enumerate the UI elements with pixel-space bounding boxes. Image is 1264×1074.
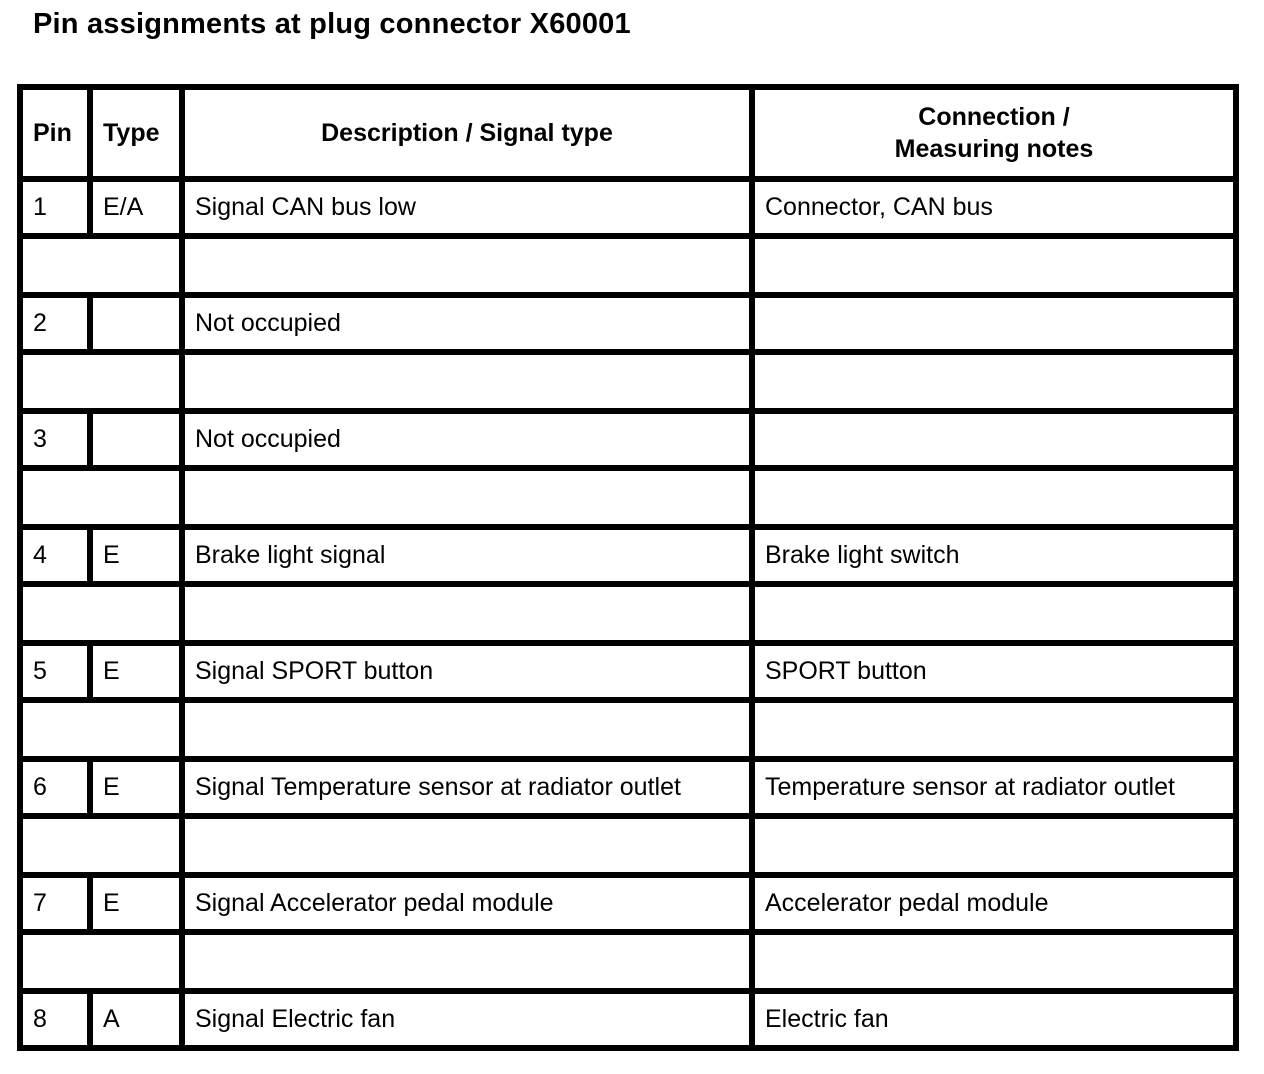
type-cell: [90, 295, 182, 352]
spacer-row: [20, 352, 1236, 411]
spacer-cell: [752, 236, 1236, 295]
pin-cell: 1: [20, 179, 90, 236]
header-pin: Pin: [20, 87, 90, 179]
type-cell: E: [90, 875, 182, 932]
spacer-cell: [20, 468, 182, 527]
pin-cell: 5: [20, 643, 90, 700]
spacer-cell: [182, 584, 752, 643]
spacer-cell: [182, 236, 752, 295]
spacer-cell: [20, 236, 182, 295]
pin-cell: 8: [20, 991, 90, 1048]
spacer-cell: [182, 700, 752, 759]
header-connection-line2: Measuring notes: [894, 135, 1094, 163]
pin-cell: 2: [20, 295, 90, 352]
spacer-row: [20, 468, 1236, 527]
type-cell: E/A: [90, 179, 182, 236]
type-cell: E: [90, 759, 182, 816]
pin-cell: 3: [20, 411, 90, 468]
connection-cell: Electric fan: [752, 991, 1236, 1048]
spacer-row: [20, 932, 1236, 991]
spacer-cell: [182, 352, 752, 411]
table-header-row: [20, 87, 1236, 179]
spacer-row: [20, 700, 1236, 759]
description-cell: Signal CAN bus low: [182, 179, 752, 236]
spacer-cell: [752, 352, 1236, 411]
connection-cell: [752, 411, 1236, 468]
table-row: [20, 991, 1236, 1048]
spacer-cell: [20, 584, 182, 643]
connection-cell: [752, 295, 1236, 352]
spacer-cell: [182, 816, 752, 875]
pin-cell: 6: [20, 759, 90, 816]
spacer-cell: [752, 584, 1236, 643]
connection-cell: Brake light switch: [752, 527, 1236, 584]
description-cell: Signal Accelerator pedal module: [182, 875, 752, 932]
header-connection-line1: Connection /: [918, 103, 1070, 131]
spacer-cell: [182, 468, 752, 527]
table-row: [20, 179, 1236, 236]
description-cell: Signal Temperature sensor at radiator outlet: [182, 759, 752, 816]
description-cell: Signal SPORT button: [182, 643, 752, 700]
table-row: [20, 643, 1236, 700]
type-cell: [90, 411, 182, 468]
type-cell: E: [90, 527, 182, 584]
spacer-row: [20, 584, 1236, 643]
table-row: [20, 759, 1236, 816]
table-row: [20, 527, 1236, 584]
description-cell: Signal Electric fan: [182, 991, 752, 1048]
spacer-cell: [20, 700, 182, 759]
table-row: [20, 411, 1236, 468]
pin-cell: 4: [20, 527, 90, 584]
spacer-cell: [20, 816, 182, 875]
page-title: Pin assignments at plug connector X60001: [33, 8, 631, 40]
spacer-cell: [20, 932, 182, 991]
spacer-cell: [752, 468, 1236, 527]
pin-assignment-table: [17, 84, 1239, 1051]
table-row: [20, 295, 1236, 352]
header-connection: [752, 87, 1236, 179]
description-cell: Not occupied: [182, 295, 752, 352]
spacer-cell: [752, 932, 1236, 991]
spacer-row: [20, 816, 1236, 875]
connection-cell: Connector, CAN bus: [752, 179, 1236, 236]
spacer-cell: [182, 932, 752, 991]
table-row: [20, 875, 1236, 932]
spacer-cell: [752, 700, 1236, 759]
connection-cell: Accelerator pedal module: [752, 875, 1236, 932]
description-cell: Brake light signal: [182, 527, 752, 584]
connection-cell: SPORT button: [752, 643, 1236, 700]
description-cell: Not occupied: [182, 411, 752, 468]
header-type: Type: [90, 87, 182, 179]
header-description: Description / Signal type: [182, 87, 752, 179]
spacer-row: [20, 236, 1236, 295]
type-cell: E: [90, 643, 182, 700]
spacer-cell: [752, 816, 1236, 875]
type-cell: A: [90, 991, 182, 1048]
spacer-cell: [20, 352, 182, 411]
connection-cell: Temperature sensor at radiator outlet: [752, 759, 1236, 816]
pin-cell: 7: [20, 875, 90, 932]
